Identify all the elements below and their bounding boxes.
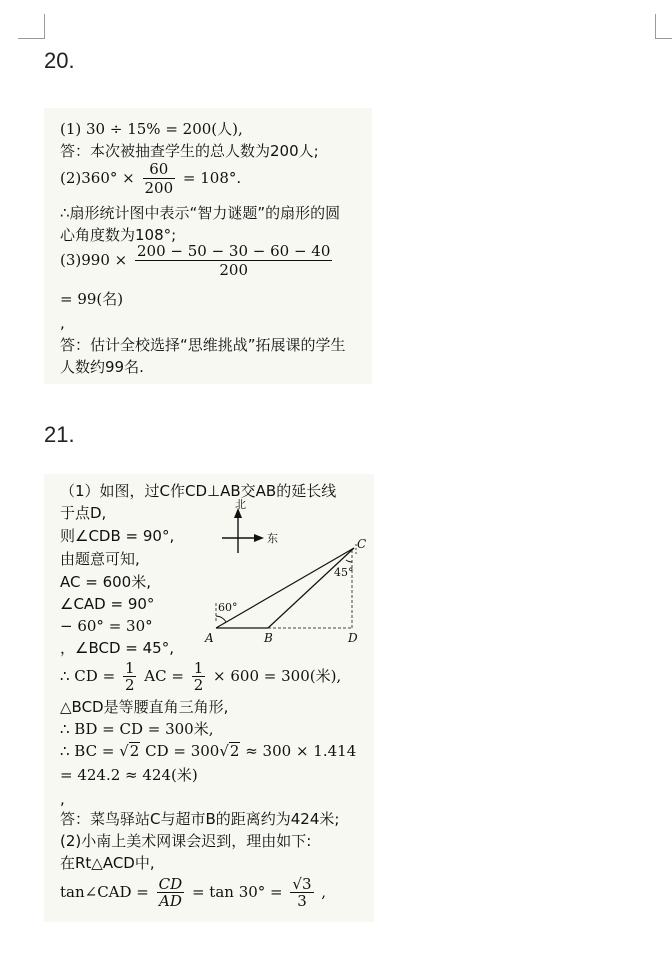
fraction [135,242,332,279]
solution-line [60,876,326,909]
solution-line: ∠CAD = 90° [60,595,155,613]
fraction-denominator: 3 [297,892,307,910]
expression-text: (2)360° × [60,169,135,187]
solution-line: 答：估计全校选择“思维挑战”拓展课的学生 [60,336,346,354]
point-c-label: C [357,537,367,551]
solution-line: 答：本次被抽查学生的总人数为200人; [60,142,319,160]
point-d-label: D [348,631,358,645]
point-b-label: B [264,631,273,645]
fraction-denominator: 2 [124,676,135,694]
solution-line: 人数约99名. [60,358,144,376]
expression-text: = 108°. [182,169,242,187]
radicand: 2 [129,742,140,760]
expression-text: × 600 = 300(米), [213,667,342,685]
expression-text: ≈ 300 × 1.414 [245,742,357,760]
fraction [192,660,206,693]
fraction-denominator: 2 [193,676,204,694]
angle-60-arc [216,616,226,622]
fraction-numerator: 1 [193,659,204,677]
segment-ac [216,548,354,628]
fraction [290,876,313,909]
geometry-figure [202,498,374,648]
angle-45-label: 45° [334,566,354,579]
solution-line: 由题意可知, [60,550,140,568]
north-label: 北 [235,498,246,511]
question-number-20: 20. [44,48,75,73]
expression-text: AC = [144,667,184,685]
expression-text: (3)990 × [60,251,128,269]
solution-line: = 424.2 ≈ 424(米) [60,766,198,784]
fraction [143,160,176,197]
question-number-21: 21. [44,422,75,447]
solution-line: ，∠BCD = 45°, [60,639,174,657]
east-arrow-icon [254,534,264,542]
solution-line: （1）如图，过C作CD⊥AB交AB的延长线 [60,482,337,500]
fraction-denominator: 200 [144,179,174,197]
fraction [123,660,137,693]
expression-text: ∴ CD = [60,667,116,685]
page-corner-mark [655,14,672,39]
solution-card-21 [44,474,374,922]
angle-60-label: 60° [218,601,238,614]
solution-line [60,160,241,197]
solution-line: , [60,790,65,808]
expression-text: ∴ BC = √ [60,742,129,760]
segment-bc [268,548,354,628]
solution-line: (2)小南上美术网课会迟到，理由如下: [60,832,312,850]
point-a-label: A [205,631,214,645]
solution-line: , [60,314,65,332]
fraction-denominator: AD [158,892,182,910]
fraction-numerator: 200 − 50 − 30 − 60 − 40 [137,242,331,260]
solution-line: △BCD是等腰直角三角形, [60,698,229,716]
solution-line [60,742,356,760]
angle-45-arc [346,560,352,562]
solution-line: − 60° = 30° [60,617,153,635]
solution-card-20 [44,108,372,384]
page-corner-mark [18,14,45,39]
fraction-numerator: 1 [124,659,135,677]
solution-line: ∴ BD = CD = 300米, [60,720,214,738]
expression-text: = tan 30° = [191,883,283,901]
expression-text: CD = 300√ [145,742,229,760]
radicand: 2 [229,742,240,760]
solution-line: 则∠CDB = 90°, [60,527,175,545]
expression-text: tan∠CAD = [60,883,149,901]
solution-line [60,660,341,693]
fraction-numerator: CD [158,875,183,893]
solution-line [60,242,335,279]
fraction-numerator: 60 [143,160,176,179]
solution-line: 心角度数为108°; [60,226,177,244]
fraction-numerator: √3 [292,875,312,893]
east-label: 东 [267,532,278,545]
solution-line: ∴扇形统计图中表示“智力谜题”的扇形的圆 [60,204,341,222]
solution-line: AC = 600米, [60,573,151,591]
solution-line: 在Rt△ACD中, [60,854,155,872]
fraction [157,876,185,909]
solution-line: 答：菜鸟驿站C与超市B的距离约为424米; [60,810,340,828]
solution-line: = 99(名) [60,290,124,308]
expression-text: , [321,883,327,901]
solution-line: (1) 30 ÷ 15% = 200(人), [60,120,243,138]
solution-line: 于点D, [60,504,107,522]
fraction-denominator: 200 [219,261,249,279]
